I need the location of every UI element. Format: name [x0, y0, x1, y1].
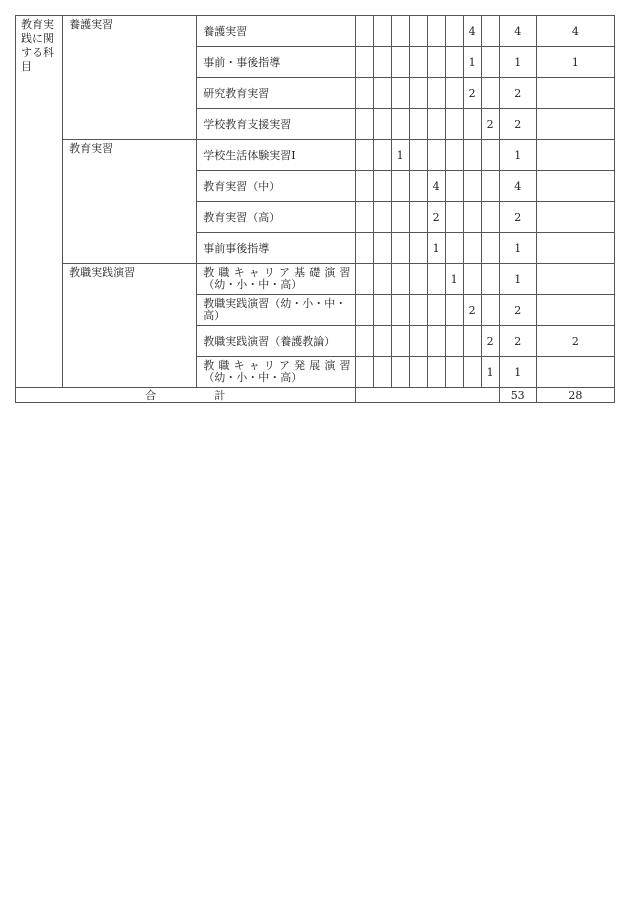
semester-cell — [409, 264, 427, 295]
semester-cell — [391, 109, 409, 140]
semester-cell: 2 — [481, 326, 499, 357]
extra-credits-cell — [536, 109, 614, 140]
semester-cell — [445, 233, 463, 264]
extra-credits-cell — [536, 295, 614, 326]
semester-cell — [481, 295, 499, 326]
subject-name: 養護実習 — [197, 16, 355, 47]
semester-cell — [355, 16, 373, 47]
semester-cell: 1 — [391, 140, 409, 171]
semester-cell — [427, 326, 445, 357]
semester-cell — [391, 357, 409, 388]
semester-cell — [355, 47, 373, 78]
semester-cell — [463, 264, 481, 295]
semester-cell: 4 — [427, 171, 445, 202]
credits-cell: 1 — [499, 264, 536, 295]
semester-cell — [481, 233, 499, 264]
semester-cell: 4 — [463, 16, 481, 47]
semester-cell — [355, 140, 373, 171]
semester-cell — [427, 264, 445, 295]
semester-cell — [355, 78, 373, 109]
extra-credits-cell: 2 — [536, 326, 614, 357]
semester-cell — [373, 16, 391, 47]
credits-cell: 4 — [499, 171, 536, 202]
extra-credits-cell — [536, 357, 614, 388]
category-cell: 教育実践に関する科目 — [16, 16, 63, 388]
semester-cell — [391, 264, 409, 295]
semester-cell: 1 — [445, 264, 463, 295]
semester-cell — [463, 140, 481, 171]
semester-cell — [481, 202, 499, 233]
subject-name: 事前・事後指導 — [197, 47, 355, 78]
semester-cell — [481, 171, 499, 202]
semester-cell — [463, 202, 481, 233]
semester-cell — [409, 140, 427, 171]
semester-cell — [481, 264, 499, 295]
subject-name-line: （幼・小・中・高） — [203, 371, 303, 384]
semester-cell — [409, 78, 427, 109]
total-label-char: 合 — [145, 388, 157, 402]
semester-cell — [427, 109, 445, 140]
semester-cell — [445, 78, 463, 109]
semester-cell — [445, 109, 463, 140]
total-label — [16, 388, 356, 403]
subject-name: 研究教育実習 — [197, 78, 355, 109]
total-label-char: 計 — [214, 388, 226, 402]
semester-cell — [481, 78, 499, 109]
group-name: 教職実践演習 — [63, 264, 197, 388]
semester-cell — [427, 78, 445, 109]
subject-name: 教育実習（高） — [197, 202, 355, 233]
semester-cell — [445, 16, 463, 47]
semester-cell: 2 — [463, 78, 481, 109]
semester-cell — [445, 202, 463, 233]
semester-cell — [427, 357, 445, 388]
extra-credits-cell — [536, 233, 614, 264]
semester-cell — [409, 233, 427, 264]
semester-cell — [355, 326, 373, 357]
subject-name: 学校教育支援実習 — [197, 109, 355, 140]
semester-cell — [409, 171, 427, 202]
semester-cell — [373, 202, 391, 233]
semester-cell — [409, 16, 427, 47]
subject-name: 教職実践演習（養護教論） — [197, 326, 355, 357]
semester-cell — [409, 47, 427, 78]
semester-cell — [355, 171, 373, 202]
credits-cell: 1 — [499, 233, 536, 264]
total-credits: 53 — [499, 388, 536, 403]
credits-cell: 2 — [499, 202, 536, 233]
credits-cell: 2 — [499, 295, 536, 326]
curriculum-table — [15, 15, 615, 403]
semester-cell — [463, 357, 481, 388]
total-row — [16, 388, 615, 403]
semester-cell — [463, 326, 481, 357]
semester-cell: 2 — [481, 109, 499, 140]
subject-name-line: 教職実践演習（幼・小・中・ — [203, 297, 347, 310]
subject-name: 教育実習（中） — [197, 171, 355, 202]
semester-cell — [355, 109, 373, 140]
subject-name — [197, 295, 355, 326]
semester-cell: 2 — [463, 295, 481, 326]
semester-cell — [391, 171, 409, 202]
semester-cell — [355, 202, 373, 233]
semester-cell — [427, 140, 445, 171]
extra-credits-cell: 4 — [536, 16, 614, 47]
semester-cell: 2 — [427, 202, 445, 233]
group-name: 教育実習 — [63, 140, 197, 264]
credits-cell: 2 — [499, 109, 536, 140]
subject-name — [197, 264, 355, 295]
semester-cell — [481, 16, 499, 47]
semester-cell — [391, 326, 409, 357]
semester-cell: 1 — [463, 47, 481, 78]
subject-name: 事前事後指導 — [197, 233, 355, 264]
credits-cell: 4 — [499, 16, 536, 47]
semester-cell — [355, 295, 373, 326]
semester-cell — [463, 109, 481, 140]
table-row — [16, 140, 615, 171]
semester-cell: 1 — [427, 233, 445, 264]
semester-cell — [481, 47, 499, 78]
semester-cell — [409, 202, 427, 233]
semester-cell — [409, 295, 427, 326]
semester-cell — [373, 357, 391, 388]
table-row — [16, 16, 615, 47]
semester-cell — [445, 326, 463, 357]
subject-name-line: 教職キャリア発展演習 — [203, 359, 351, 372]
semester-cell — [373, 140, 391, 171]
credits-cell: 1 — [499, 140, 536, 171]
semester-cell — [373, 171, 391, 202]
semester-cell — [445, 171, 463, 202]
semester-cell — [409, 109, 427, 140]
group-name: 養護実習 — [63, 16, 197, 140]
semester-cell — [373, 47, 391, 78]
semester-cell — [445, 295, 463, 326]
semester-cell — [391, 202, 409, 233]
credits-cell: 2 — [499, 326, 536, 357]
semester-cell — [391, 16, 409, 47]
credits-cell: 1 — [499, 357, 536, 388]
semester-cell — [445, 47, 463, 78]
semester-cell — [355, 357, 373, 388]
semester-cell — [481, 140, 499, 171]
semester-cell — [445, 140, 463, 171]
credits-cell: 1 — [499, 47, 536, 78]
extra-credits-cell — [536, 78, 614, 109]
semester-cell: 1 — [481, 357, 499, 388]
semester-cell — [427, 16, 445, 47]
extra-credits-cell — [536, 264, 614, 295]
subject-name-line: 教職キャリア基礎演習 — [203, 266, 351, 279]
semester-cell — [463, 171, 481, 202]
semester-cell — [373, 78, 391, 109]
semester-cell — [391, 295, 409, 326]
semester-cell — [373, 295, 391, 326]
semester-cell — [391, 78, 409, 109]
extra-credits-cell — [536, 202, 614, 233]
extra-credits-cell — [536, 171, 614, 202]
subject-name — [197, 357, 355, 388]
semester-cell — [409, 357, 427, 388]
table-row — [16, 264, 615, 295]
semester-cell — [391, 233, 409, 264]
semester-cell — [373, 233, 391, 264]
extra-credits-cell: 1 — [536, 47, 614, 78]
semester-cell — [355, 233, 373, 264]
credits-cell: 2 — [499, 78, 536, 109]
extra-credits-cell — [536, 140, 614, 171]
semester-cell — [445, 357, 463, 388]
semester-cell — [373, 264, 391, 295]
semester-cell — [373, 109, 391, 140]
subject-name-line: 高） — [203, 309, 226, 322]
total-semester-span — [355, 388, 499, 403]
subject-name-line: （幼・小・中・高） — [203, 278, 303, 291]
semester-cell — [373, 326, 391, 357]
semester-cell — [391, 47, 409, 78]
semester-cell — [427, 295, 445, 326]
total-extra-credits: 28 — [536, 388, 614, 403]
semester-cell — [355, 264, 373, 295]
subject-name: 学校生活体験実習I — [197, 140, 355, 171]
semester-cell — [409, 326, 427, 357]
semester-cell — [427, 47, 445, 78]
semester-cell — [463, 233, 481, 264]
